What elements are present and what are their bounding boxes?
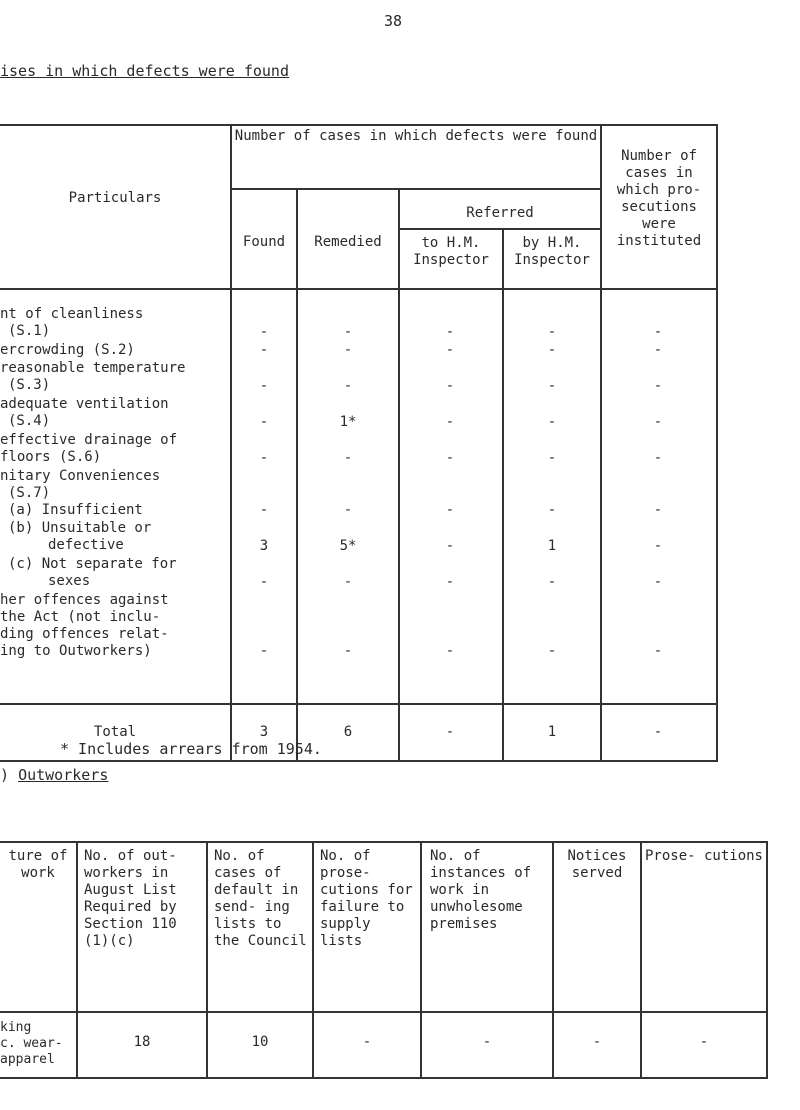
header-prosecutions: Number of cases in which pro- secutions were instituted xyxy=(616,148,702,249)
cell-found: - xyxy=(259,574,269,590)
cell-remedied: - xyxy=(343,324,353,340)
header-particulars: Particulars xyxy=(68,190,162,206)
header-found: Found xyxy=(242,234,286,250)
cell-to-hm: - xyxy=(445,574,455,590)
header-to-hm-inspector: to H.M. Inspector xyxy=(413,235,489,268)
total-to-hm: - xyxy=(445,724,455,740)
row-label: adequate ventilation (S.4) xyxy=(0,396,169,429)
cell-to-hm: - xyxy=(445,450,455,466)
cell-by-hm: - xyxy=(547,342,557,358)
header-referred: Referred xyxy=(466,205,534,221)
cell-found: - xyxy=(259,324,269,340)
total-by-hm: 1 xyxy=(547,724,557,740)
cell-found: 3 xyxy=(259,538,269,554)
header-outworkers-list: No. of out- workers in August List Required by Section 110 (1)(c) xyxy=(84,848,177,949)
cell-to-hm: - xyxy=(445,502,455,518)
total-prosecutions: - xyxy=(653,724,663,740)
cell-found: - xyxy=(259,378,269,394)
cell-found: - xyxy=(259,342,269,358)
header-unwholesome-premises: No. of instances of work in unwholesome premises xyxy=(430,848,532,932)
cell-unwholesome: - xyxy=(482,1034,492,1050)
subheading-outworkers: ) Outworkers xyxy=(0,766,109,784)
header-prosecutions-failure: No. of prose- cutions for failure to supply lists xyxy=(320,848,413,949)
row-label: reasonable temperature (S.3) xyxy=(0,360,186,393)
cell-by-hm: - xyxy=(547,378,557,394)
cell-prosecutions: - xyxy=(653,342,663,358)
cell-notices: - xyxy=(592,1034,602,1050)
total-label: Total xyxy=(93,724,137,740)
cell-by-hm: - xyxy=(547,450,557,466)
cell-prosecutions: - xyxy=(699,1034,709,1050)
cell-to-hm: - xyxy=(445,538,455,554)
cell-prosecutions: - xyxy=(653,450,663,466)
header-remedied: Remedied xyxy=(314,234,382,250)
row-label: (b) Unsuitable or defective xyxy=(8,520,152,553)
cell-found: - xyxy=(259,450,269,466)
cell-by-hm: 1 xyxy=(547,538,557,554)
cell-prosecutions: - xyxy=(653,643,663,659)
page-number: 38 xyxy=(383,12,403,30)
cell-remedied: - xyxy=(343,502,353,518)
row-label: nt of cleanliness (S.1) xyxy=(0,306,144,339)
cell-remedied: - xyxy=(343,450,353,466)
row-nature-of-work: king c. wear- apparel xyxy=(0,1020,63,1067)
cell-by-hm: - xyxy=(547,502,557,518)
row-label: (c) Not separate for sexes xyxy=(8,556,177,589)
row-label: effective drainage of floors (S.6) xyxy=(0,432,178,465)
cell-remedied: - xyxy=(343,378,353,394)
cell-by-hm: - xyxy=(547,643,557,659)
row-label: ercrowding (S.2) xyxy=(0,342,135,358)
cell-found: - xyxy=(259,502,269,518)
cell-prosecutions: - xyxy=(653,538,663,554)
cell-found: - xyxy=(259,414,269,430)
cell-by-hm: - xyxy=(547,414,557,430)
total-found: 3 xyxy=(259,724,269,740)
cell-by-hm: - xyxy=(547,574,557,590)
cell-prosecutions: - xyxy=(653,414,663,430)
total-remedied: 6 xyxy=(343,724,353,740)
page-heading: ises in which defects were found xyxy=(0,62,289,80)
header-by-hm-inspector: by H.M. Inspector xyxy=(514,235,590,268)
cell-remedied: 5* xyxy=(339,538,357,554)
cell-to-hm: - xyxy=(445,324,455,340)
cell-default-cases: 10 xyxy=(251,1034,269,1050)
cell-prosecutions: - xyxy=(653,574,663,590)
cell-to-hm: - xyxy=(445,378,455,394)
cell-to-hm: - xyxy=(445,414,455,430)
row-label: nitary Conveniences (S.7) (a) Insufficient xyxy=(0,468,161,518)
cell-remedied: - xyxy=(343,574,353,590)
cell-remedied: - xyxy=(343,643,353,659)
footnote: * Includes arrears from 1954. xyxy=(60,740,322,758)
header-nature-of-work: ture of work xyxy=(8,848,68,881)
cell-prosecutions: - xyxy=(653,324,663,340)
cell-remedied: - xyxy=(343,342,353,358)
cell-to-hm: - xyxy=(445,342,455,358)
cell-prosecutions-failure: - xyxy=(362,1034,372,1050)
header-prosecutions: Prose- cutions xyxy=(644,848,763,864)
cell-by-hm: - xyxy=(547,324,557,340)
header-number-of-cases: Number of cases in which defects were found xyxy=(234,128,598,144)
cell-found: - xyxy=(259,643,269,659)
cell-to-hm: - xyxy=(445,643,455,659)
cell-prosecutions: - xyxy=(653,502,663,518)
cell-remedied: 1* xyxy=(339,414,357,430)
cell-prosecutions: - xyxy=(653,378,663,394)
cell-outworkers: 18 xyxy=(133,1034,151,1050)
header-notices-served: Notices served xyxy=(567,848,627,881)
row-label: her offences against the Act (not inclu- ding offences relat- ing to Outworkers) xyxy=(0,592,169,659)
header-cases-of-default: No. of cases of default in send- ing lists to the Council xyxy=(214,848,307,949)
